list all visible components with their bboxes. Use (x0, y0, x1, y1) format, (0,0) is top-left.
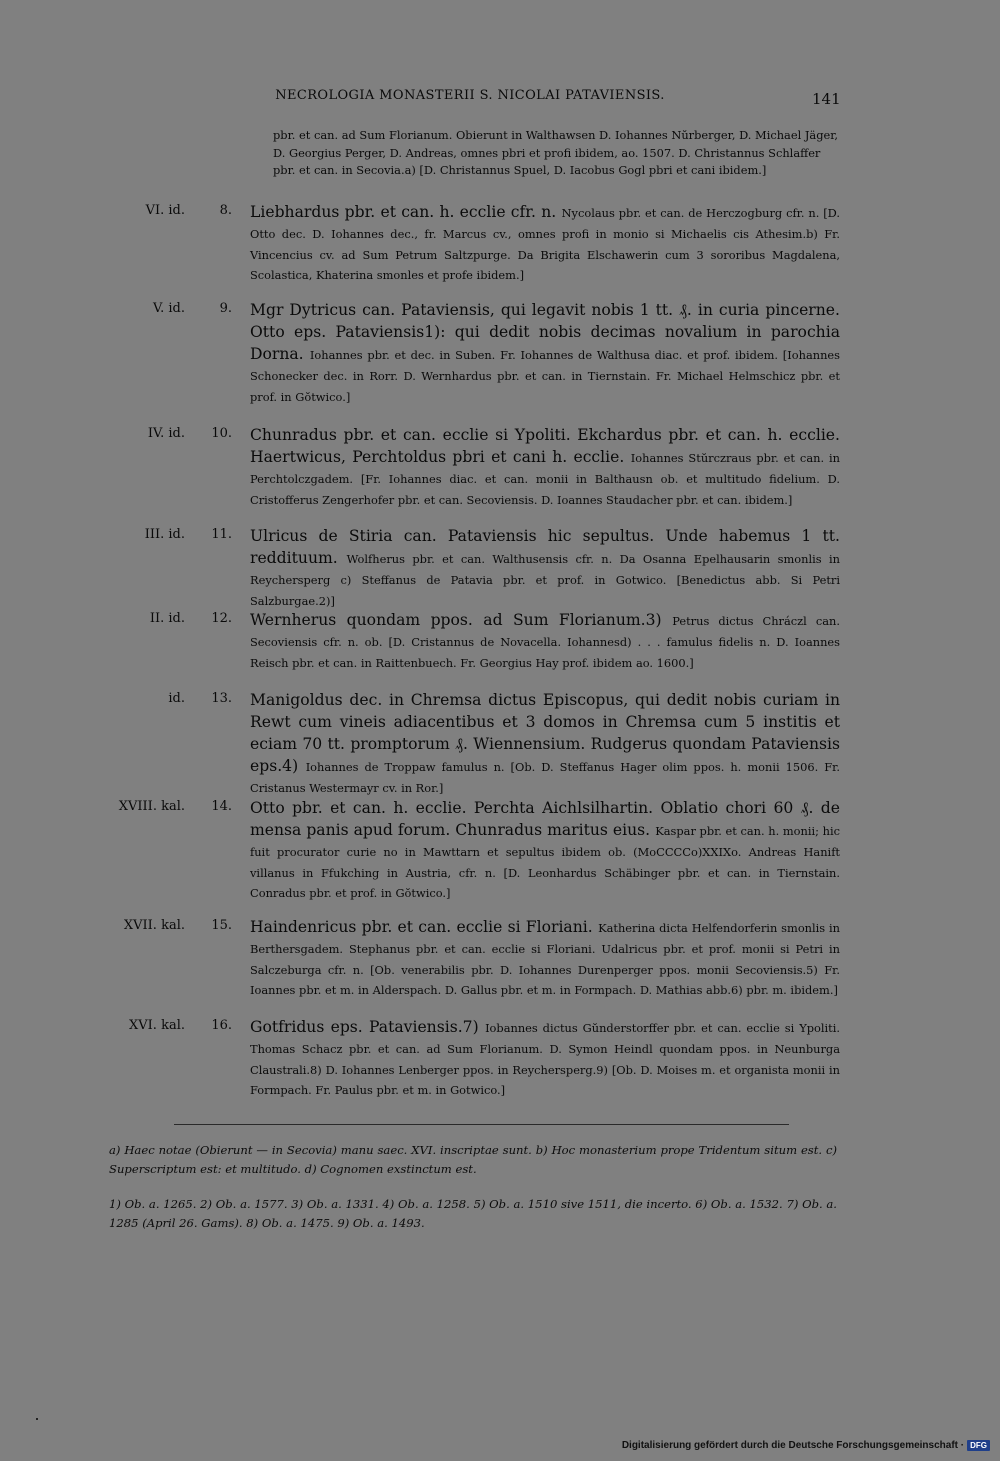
entry-date: V. id. (153, 301, 185, 316)
entry-day: 16. (211, 1018, 232, 1033)
entry-date: IV. id. (147, 426, 185, 441)
footnotes-numbers: 1) Ob. a. 1265. 2) Ob. a. 1577. 3) Ob. a. 1331. 4) Ob. a. 1258. 5) Ob. a. 1510 sive 1511, die incerto. 6) Ob. a. 1532. 7) Ob. a. 1285 (April 26. Gams). 8) Ob. a. 1475. 9) Ob. a. 1493. (109, 1197, 837, 1230)
entry-additions: Kaspar pbr. et can. h. monii; hic fuit procurator curie no in Mawttarn et sepultus ibidem ob. (MoCCCCo)XXIXo. Andreas Hanift villanus in Ffukching in Austria, cfr. n. [D. Leonhardus Schäbinger pbr. et can. in Tiernstain. Conradus pbr. et prof. in Gŏtwico.] (250, 824, 840, 901)
entry-additions: Wolfherus pbr. et can. Walthusensis cfr. n. Da Osanna Epelhausarin smonlis in Reychersperg c) Steffanus de Patavia pbr. et prof. in Gotwico. [Benedictus abb. Si Petri Salzburgae.2)] (250, 552, 841, 608)
footnote-divider (174, 1124, 789, 1125)
entry-body (250, 916, 840, 1000)
entry-date: XVIII. kal. (118, 799, 185, 814)
entry-main-text: Manigoldus dec. in Chremsa dictus Episcopus, qui dedit nobis curiam in Rewt cum vineis adiacentibus et 3 domos in Chremsa cum 5 institis et eciam 70 tt. promptorum ₰. Wiennensium. Rudgerus quondam Pataviensis eps.4) (250, 691, 840, 775)
entry-body (250, 201, 840, 285)
dfg-logo-icon[interactable]: DFG (967, 1440, 990, 1451)
entry-body (250, 689, 840, 798)
entry-additions: Iohannes Stŭrczraus pbr. et can. in Perchtolczgadem. [Fr. Iohannes diac. et can. monii in Balthausn ob. et multitudo fidelium. D. Cristofferus Zengerhofer pbr. et can. Secoviensis. D. Ioannes Staudacher pbr. et can. ibidem.] (250, 451, 840, 507)
entry-day: 12. (211, 611, 232, 626)
digitization-credit (622, 1440, 990, 1451)
entry-date: III. id. (144, 527, 185, 542)
entry-body (250, 424, 840, 509)
page-number: 141 (812, 90, 841, 108)
continuation-paragraph: pbr. et can. ad Sum Florianum. Obierunt in Walthawsen D. Iohannes Nŭrberger, D. Michael Jäger, D. Georgius Perger, D. Andreas, omnes pbri et profi ibidem, ao. 1507. D. Christannus Schlaffer pbr. et can. in Secovia.a) [D. Christannus Spuel, D. Iacobus Gogl pbri et cani ibidem.] (273, 128, 839, 178)
entry-day: 13. (211, 691, 232, 706)
entry-day: 14. (211, 799, 232, 814)
credit-text: Digitalisierung gefördert durch die Deutsche Forschungsgemeinschaft · (621, 1440, 965, 1451)
entry-main-text: Otto pbr. et can. h. ecclie. Perchta Aichlsilhartin. Oblatio chori 60 ₰. de mensa panis apud forum. Chunradus maritus eius. (250, 799, 840, 839)
entry-main-text: Haindenricus pbr. et can. ecclie si Floriani. (250, 918, 593, 936)
entry-main-text: Liebhardus pbr. et can. h. ecclie cfr. n. (250, 203, 557, 221)
entry-main-text: Mgr Dytricus can. Pataviensis, qui legavit nobis 1 tt. ₰. in curia pincerne. Otto eps. Pataviensis1): qui dedit nobis decimas novalium in parochia Dorna. (250, 301, 840, 363)
entry-day: 8. (219, 203, 232, 218)
entry-date: XVI. kal. (129, 1018, 185, 1033)
entry-main-text: Wernherus quondam ppos. ad Sum Florianum.3) (250, 611, 662, 629)
entry-additions: Iohannes pbr. et dec. in Suben. Fr. Iohannes de Walthusa diac. et prof. ibidem. [Iohannes Schonecker dec. in Rorr. D. Wernhardus pbr. et can. in Tiernstain. Fr. Michael Helmschicz pbr. et prof. in Gŏtwico.] (250, 348, 840, 404)
entry-body (250, 1016, 840, 1100)
entry-body (250, 797, 840, 903)
entry-day: 15. (211, 918, 232, 933)
scan-mark (36, 1418, 38, 1420)
entry-main-text: Ulricus de Stiria can. Pataviensis hic sepultus. Unde habemus 1 tt. reddituum. (250, 527, 840, 567)
running-title: NECROLOGIA MONASTERII S. NICOLAI PATAVIENSIS. (275, 88, 665, 103)
entry-date: II. id. (149, 611, 185, 626)
entry-additions: Iohannes de Troppaw famulus n. [Ob. D. Steffanus Hager olim ppos. h. monii 1506. Fr. Cristanus Westermayr cv. in Ror.] (250, 760, 840, 795)
entry-main-text: Gotfridus eps. Pataviensis.7) (250, 1018, 479, 1036)
entry-day: 11. (211, 527, 232, 542)
entry-date: id. (168, 691, 185, 706)
entry-additions: Katherina dicta Helfendorferin smonlis in Berthersgadem. Stephanus pbr. et can. ecclie si Floriani. Udalricus pbr. et prof. monii si Petri in Salczeburga cfr. n. [Ob. venerabilis pbr. D. Iohannes Durenperger ppos. monii Secoviensis.5) Fr. Ioannes pbr. et m. in Alderspach. D. Gallus pbr. et m. in Formpach. D. Mathias abb.6) pbr. m. ibidem.] (250, 921, 841, 998)
entry-date: VI. id. (145, 203, 185, 218)
entry-additions: Petrus dictus Chráczl can. Secoviensis cfr. n. ob. [D. Cristannus de Novacella. Iohannesd) . . . famulus fidelis n. D. Ioannes Reisch pbr. et can. in Raittenbuech. Fr. Georgius Hay prof. ibidem ao. 1600.] (250, 614, 840, 670)
entry-day: 9. (219, 301, 232, 316)
entry-body (250, 299, 840, 406)
entry-date: XVII. kal. (123, 918, 185, 933)
entry-day: 10. (211, 426, 232, 441)
entry-main-text: Chunradus pbr. et can. ecclie si Ypoliti. Ekchardus pbr. et can. h. ecclie. Haertwicus, Perchtoldus pbri et cani h. ecclie. (250, 426, 840, 466)
footnotes-letters: a) Haec notae (Obierunt — in Secovia) manu saec. XVI. inscriptae sunt. b) Hoc monasterium prope Tridentum situm est. c) Superscriptum est: et multitudo. d) Cognomen exstinctum est. (109, 1143, 837, 1176)
entry-additions: Nycolaus pbr. et can. de Herczogburg cfr. n. [D. Otto dec. D. Iohannes dec., fr. Marcus cv., omnes profi in monio si Michaelis cis Athesim.b) Fr. Vincencius cv. ad Sum Petrum Saltzpurge. Da Brigita Elschawerin cum 3 sororibus Magdalena, Scolastica, Khaterina smonles et profe ibidem.] (250, 206, 840, 283)
entry-additions: Iobannes dictus Gŭnderstorffer pbr. et can. ecclie si Ypoliti. Thomas Schacz pbr. et can. ad Sum Florianum. D. Symon Heindl quondam ppos. in Neunburga Claustrali.8) D. Iohannes Lenberger ppos. in Reychersperg.9) [Ob. D. Moises m. et organista monii in Formpach. Fr. Paulus pbr. et m. in Gotwico.] (250, 1021, 840, 1098)
entry-body (250, 609, 840, 672)
entry-body (250, 525, 840, 610)
